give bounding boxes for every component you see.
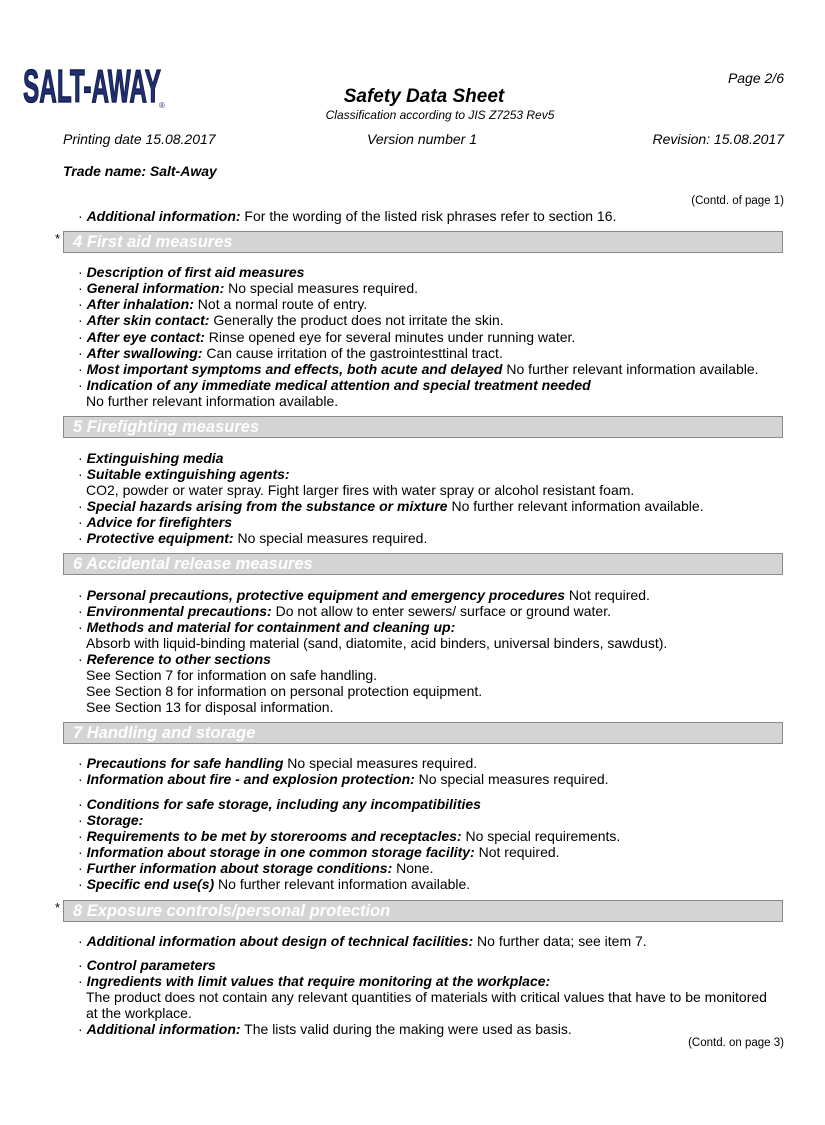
logo-text: SALT-AWAY bbox=[23, 60, 161, 112]
list-item: See Section 7 for information on safe handling. bbox=[86, 667, 378, 683]
list-item: · Requirements to be met by storerooms and receptacles: No special requirements. bbox=[78, 828, 621, 844]
revision-date: Revision: 15.08.2017 bbox=[652, 131, 784, 147]
list-item: CO2, powder or water spray. Fight larger fires with water spray or alcohol resistant foam. bbox=[86, 482, 635, 498]
list-item: · After skin contact: Generally the product does not irritate the skin. bbox=[78, 312, 504, 328]
classification: Classification according to JIS Z7253 Rev5 bbox=[325, 108, 555, 122]
list-item: · Ingredients with limit values that require monitoring at the workplace: bbox=[78, 973, 551, 989]
list-item: · Storage: bbox=[78, 812, 144, 828]
list-item: No further relevant information available. bbox=[86, 393, 339, 409]
list-item: · Personal precautions, protective equipment and emergency procedures Not required. bbox=[78, 587, 650, 603]
trade-name: Trade name: Salt-Away bbox=[63, 163, 217, 179]
list-item: at the workplace. bbox=[86, 1005, 192, 1021]
revision-marker: * bbox=[55, 231, 61, 246]
list-item: Absorb with liquid-binding material (sand, diatomite, acid binders, universal binders, sawdust). bbox=[86, 635, 668, 651]
section-header-8: 8 Exposure controls/personal protection bbox=[63, 900, 783, 922]
continued-from: (Contd. of page 1) bbox=[691, 195, 784, 207]
list-item: · After swallowing: Can cause irritation of the gastrointesttinal tract. bbox=[78, 345, 503, 361]
list-item: · Information about storage in one common storage facility: Not required. bbox=[78, 844, 560, 860]
intro-line: · Additional information: For the wording of the listed risk phrases refer to section 16. bbox=[78, 208, 617, 224]
list-item: · Indication of any immediate medical attention and special treatment needed bbox=[78, 377, 591, 393]
continued-on: (Contd. on page 3) bbox=[688, 1037, 784, 1049]
list-item: · After inhalation: Not a normal route of entry. bbox=[78, 296, 368, 312]
list-item: · Reference to other sections bbox=[78, 651, 271, 667]
revision-marker: * bbox=[55, 900, 61, 915]
list-item: · Additional information about design of technical facilities: No further data; see item 7. bbox=[78, 933, 647, 949]
printing-date: Printing date 15.08.2017 bbox=[63, 131, 216, 147]
list-item: See Section 8 for information on personal protection equipment. bbox=[86, 683, 483, 699]
section-header-6: 6 Accidental release measures bbox=[63, 553, 783, 575]
list-item: · Further information about storage conditions: None. bbox=[78, 860, 434, 876]
list-item: · Additional information: The lists valid during the making were used as basis. bbox=[78, 1021, 572, 1037]
list-item: · Description of first aid measures bbox=[78, 264, 305, 280]
section-header-4: 4 First aid measures bbox=[63, 231, 783, 253]
list-item: · Most important symptoms and effects, both acute and delayed No further relevant information available. bbox=[78, 361, 759, 377]
svg-text:®: ® bbox=[159, 101, 165, 110]
list-item: · Specific end use(s) No further relevant information available. bbox=[78, 876, 471, 892]
list-item: · After eye contact: Rinse opened eye for several minutes under running water. bbox=[78, 329, 576, 345]
list-item: · Protective equipment: No special measures required. bbox=[78, 530, 428, 546]
section-header-5: 5 Firefighting measures bbox=[63, 416, 783, 438]
list-item: · Control parameters bbox=[78, 957, 216, 973]
list-item: · Information about fire - and explosion protection: No special measures required. bbox=[78, 771, 609, 787]
list-item: See Section 13 for disposal information. bbox=[86, 699, 334, 715]
list-item: The product does not contain any relevant quantities of materials with critical values that have to be monitored bbox=[86, 989, 767, 1005]
version-number: Version number 1 bbox=[367, 131, 477, 147]
document-title: Safety Data Sheet bbox=[343, 86, 505, 107]
page-number: Page 2/6 bbox=[727, 70, 784, 86]
list-item: · Environmental precautions: Do not allow to enter sewers/ surface or ground water. bbox=[78, 603, 611, 619]
section-header-7: 7 Handling and storage bbox=[63, 722, 783, 744]
list-item: · Advice for firefighters bbox=[78, 514, 233, 530]
list-item: · Methods and material for containment and cleaning up: bbox=[78, 619, 456, 635]
list-item: · Precautions for safe handling No special measures required. bbox=[78, 755, 478, 771]
list-item: · Extinguishing media bbox=[78, 450, 224, 466]
list-item: · Special hazards arising from the substance or mixture No further relevant information available. bbox=[78, 498, 704, 514]
list-item: · Suitable extinguishing agents: bbox=[78, 466, 290, 482]
list-item: · General information: No special measures required. bbox=[78, 280, 419, 296]
list-item: · Conditions for safe storage, including any incompatibilities bbox=[78, 796, 481, 812]
